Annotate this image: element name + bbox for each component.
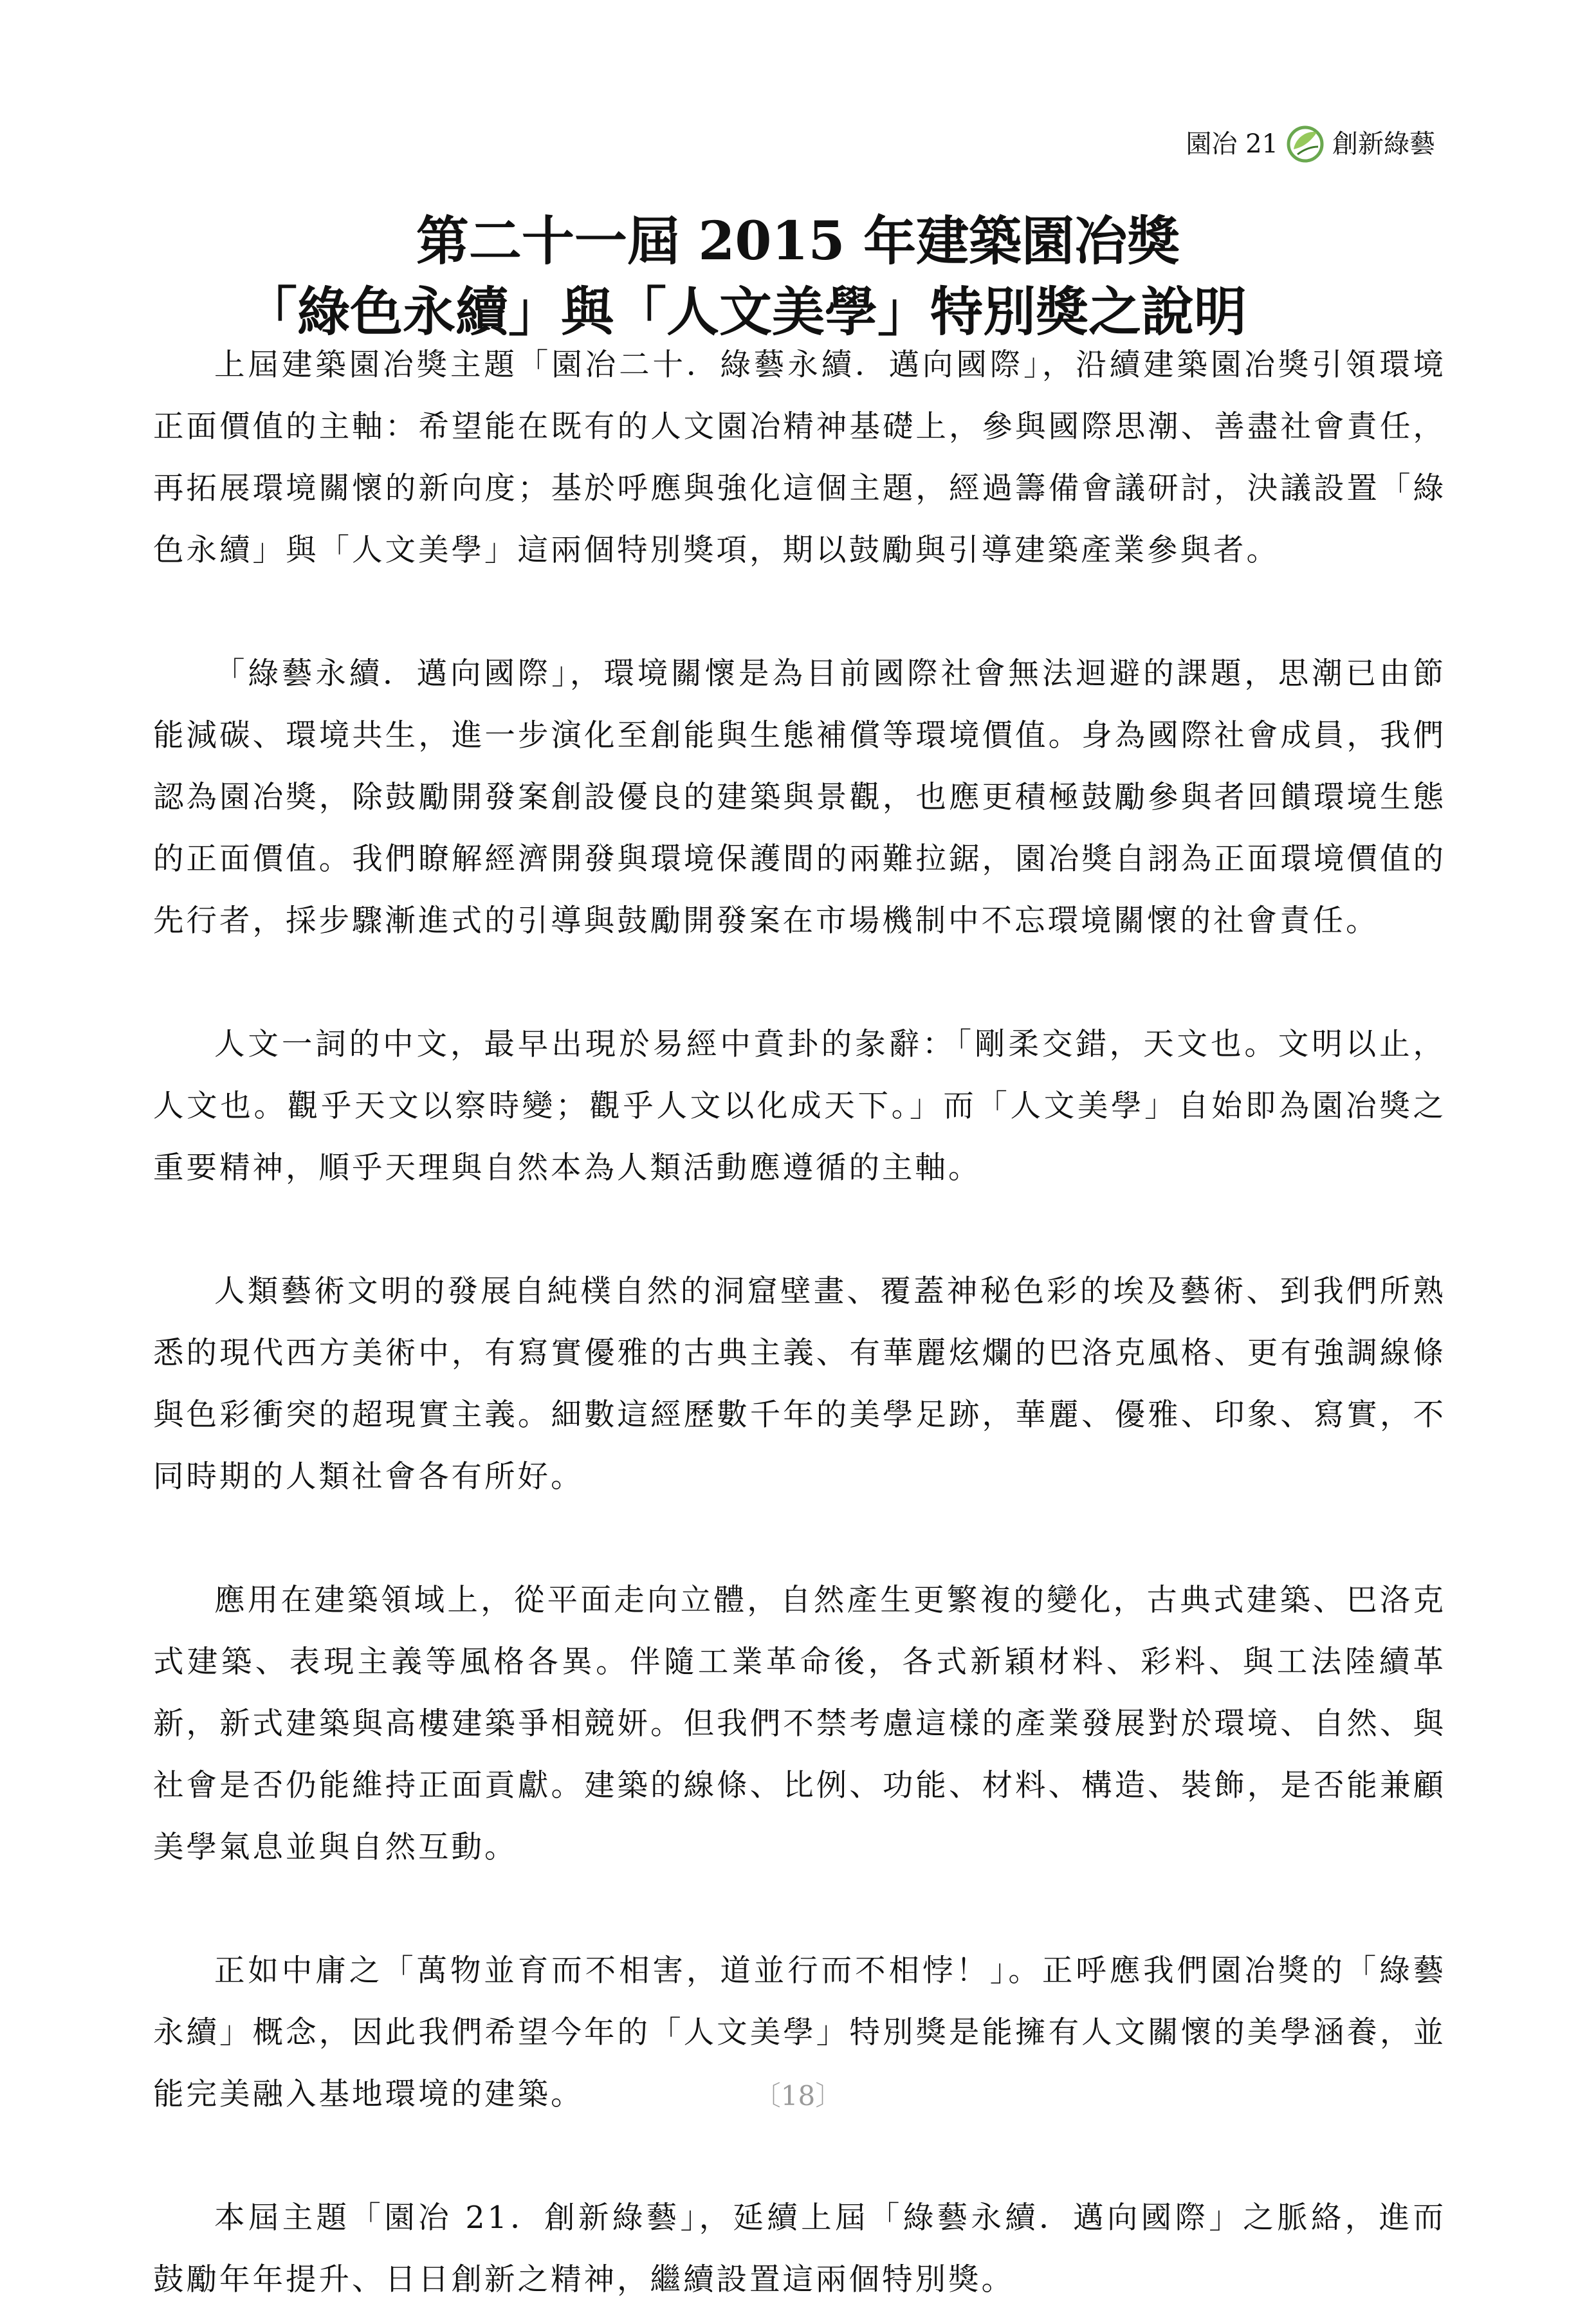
title-line-2: 「綠色永續」與「人文美學」特別獎之說明 (244, 281, 1247, 343)
page-header (1186, 124, 1435, 165)
paragraph: 人類藝術文明的發展自純樸自然的洞窟壁畫、覆蓋神秘色彩的埃及藝術、到我們所熟悉的現代西方美術中，有寫實優雅的古典主義、有華麗炫爛的巴洛克風格、更有強調線條與色彩衝突的超現實主義。細數這經歷數千年的美學足跡，華麗、優雅、印象、寫實，不同時期的人類社會各有所好。 (153, 1274, 1446, 1495)
paragraph: 「綠藝永續．邁向國際」，環境關懷是為目前國際社會無法迴避的課題，思潮已由節能減碳、環境共生，進一步演化至創能與生態補償等環境價值。身為國際社會成員，我們認為園冶獎，除鼓勵開發案創設優良的建築與景觀，也應更積極鼓勵參與者回饋環境生態的正面價值。我們瞭解經濟開發與環境保護間的兩難拉鋸，園冶獎自詡為正面環境價值的先行者，採步驟漸進式的引導與鼓勵開發案在市場機制中不忘環境關懷的社會責任。 (153, 656, 1446, 939)
title-line-1: 第二十一屆 2015 年建築園冶獎 (416, 210, 1180, 272)
header-left-text: 園冶 21 (1186, 129, 1278, 159)
green-leaf-circle-icon (1285, 124, 1326, 165)
paragraph: 應用在建築領域上，從平面走向立體，自然產生更繁複的變化，古典式建築、巴洛克式建築、表現主義等風格各異。伴隨工業革命後，各式新穎材料、彩料、與工法陸續革新，新式建築與高樓建築爭相競妍。但我們不禁考慮這樣的產業發展對於環境、自然、與社會是否仍能維持正面貢獻。建築的線條、比例、功能、材料、構造、裝飾，是否能兼顧美學氣息並與自然互動。 (153, 1583, 1446, 1865)
document-body (153, 335, 1446, 2311)
paragraph: 上屆建築園冶獎主題「園冶二十．綠藝永續．邁向國際」，沿續建築園冶獎引領環境正面價值的主軸：希望能在既有的人文園冶精神基礎上，參與國際思潮、善盡社會責任，再拓展環境關懷的新向度；基於呼應與強化這個主題，經過籌備會議研討，決議設置「綠色永續」與「人文美學」這兩個特別獎項，期以鼓勵與引導建築產業參與者。 (153, 347, 1446, 568)
page-number: 〔18〕 (753, 2080, 843, 2112)
paragraph: 人文一詞的中文，最早出現於易經中賁卦的彖辭：「剛柔交錯，天文也。文明以止，人文也。觀乎天文以察時變；觀乎人文以化成天下。」而「人文美學」自始即為園冶獎之重要精神，順乎天理與自然本為人類活動應遵循的主軸。 (153, 1027, 1446, 1186)
header-right-text: 創新綠藝 (1332, 129, 1435, 159)
paragraph: 本屆主題「園冶 21．創新綠藝」，延續上屆「綠藝永續．邁向國際」之脈絡，進而鼓勵年年提升、日日創新之精神，繼續設置這兩個特別獎。 (153, 2200, 1446, 2297)
paragraph: 正如中庸之「萬物並育而不相害，道並行而不相悖！」。正呼應我們園冶獎的「綠藝永續」概念，因此我們希望今年的「人文美學」特別獎是能擁有人文關懷的美學涵養，並能完美融入基地環境的建築。 (153, 1953, 1446, 2112)
